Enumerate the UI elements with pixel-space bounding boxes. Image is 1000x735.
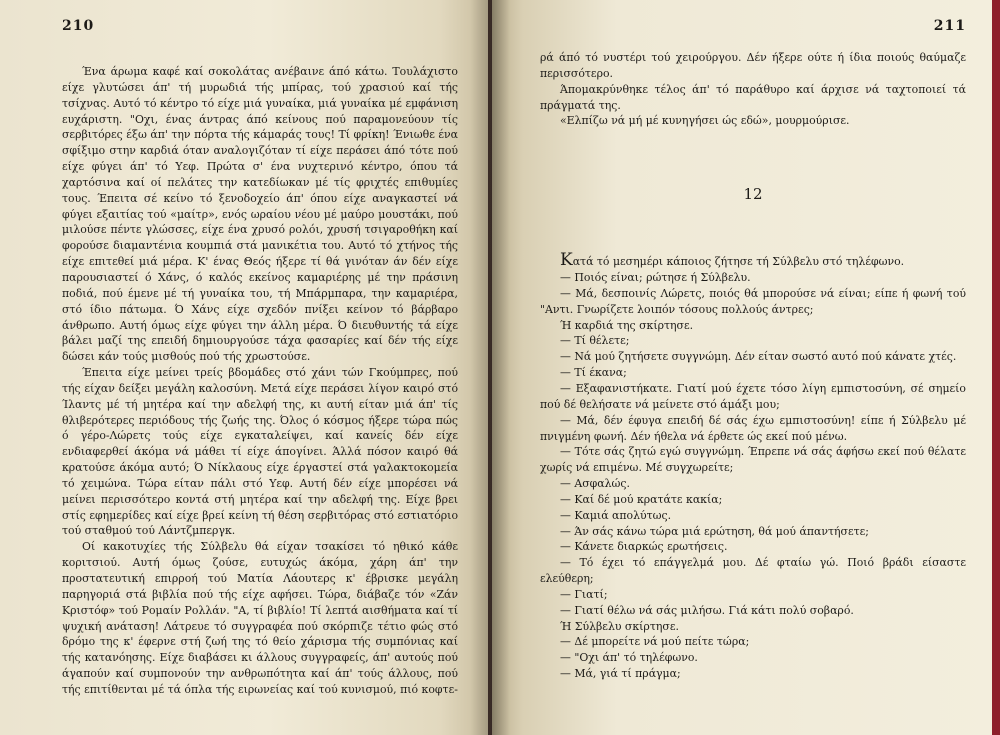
dialogue-line: — Γιατί θέλω νά σάς μιλήσω. Γιά κάτι πολύ σοβαρό. <box>560 603 854 617</box>
paragraph <box>540 250 966 271</box>
dialogue-line: Ή καρδιά της σκίρτησε. <box>560 318 694 332</box>
page-number: 211 <box>933 18 966 34</box>
right-page <box>492 0 992 735</box>
dialogue-line: — Τί θέλετε; <box>560 334 630 348</box>
paragraph: «Ελπίζω νά μή μέ κυνηγήσει ώς εδώ», μουρμούρισε. <box>560 114 850 128</box>
paragraph: Οί κακοτυχίες τής Σύλβελυ θά είχαν τσακίσει τό ηθικό κάθε κοριτσιού. Αυτή όμως ζούσε, ευτυχώς άκόμα, χάρη άπ' την προστατευτική επιρροή τού Ματία Λάουτερς κ' έβρισκε μεγάλη παρηγοριά στά βιβλία πού τής είχε αφήσει. Τώρα, διάβαζε τόν «Ζάν Κριστόφ» τού Ρομαίν Ρολλάν. "Α, τί βιβλίο! Τί λεπτά αισθήματα καί τί ψυχική ανάταση! Λάτρευε τό συγγραφέα πού σκόρπιζε τέτιο φώς στό δρόμο της κ' έφερνε στή ζωή της τό θείο χάρισμα τής συμπόνιας καί τής κατανόησης. Είχε διαβάσει κι άλλους συγγραφείς, άπ' αυτούς πού άγαπούν καί συμπονούν την ανθρωπότητα καί άπ' τούς άλλους, πού τής επιτίθενται μέ τά όπλα τής ειρωνείας καί τού κυνισμού, πιό κοφτε- <box>62 540 458 696</box>
left-page <box>0 0 488 735</box>
page-number: 210 <box>62 18 95 34</box>
dialogue-line: Ή Σύλβελυ σκίρτησε. <box>560 619 679 633</box>
paragraph: Άπομακρύνθηκε τέλος άπ' τό παράθυρο καί άρχισε νά ταχτοποιεί τά πράγματά της. <box>540 82 966 112</box>
right-page-text <box>540 50 966 682</box>
paragraph: ρά άπό τό νυστέρι τού χειρούργου. Δέν ήξερε ούτε ή ίδια ποιούς θαύμαζε περισσότερο. <box>540 51 966 80</box>
paragraph-text: ατά τό μεσημέρι κάποιος ζήτησε τή Σύλβελυ στό τηλέφωνο. <box>572 255 905 269</box>
dialogue-line: — Ποιός είναι; ρώτησε ή Σύλβελυ. <box>560 271 751 285</box>
drop-cap: Κ <box>560 250 573 271</box>
dialogue-line: — Τότε σάς ζητώ εγώ συγγνώμη. Έπρεπε νά σάς άφήσω εκεί πού θέλατε χωρίς νά επιμένω. Μέ συγχωρείτε; <box>540 445 966 475</box>
dialogue-line: — Τί έκανα; <box>560 366 627 380</box>
paragraph: Έπειτα είχε μείνει τρείς βδομάδες στό χάνι τών Γκούμπρες, πού τής είχαν δείξει μεγάλη καλοσύνη. Μετά είχε περάσει λίγον καιρό στό Ίλαντς μέ τή μητέρα καί την αδελφή της, κι αυτή είταν μιά άπ' τίς θλιβερότερες περιόδους τής ζωής της. Όλος ό κόσμος ήξερε τώρα πώς ό γέρο-Λώρετς τούς είχε εγκαταλείψει, καί κανείς δέν είχε ενδιαφερθεί άκόμα νά μάθει τί είχε άπογίνει. Άλλά πόσον καιρό θά κρατούσε άκόμα αυτό; Ό Νίκλαους είχε έργαστεί στά γαλακτοκομεία τό χειμώνα. Τώρα είταν πάλι στό Υεφ. Αυτή δέν είχε μπορέσει νά μείνει περισσότερο κοντά στή μητέρα καί την αδελφή της. Είχε βρει στίς εφημερίδες καί είχε βρεί κείνη τή θέση σερβιτόρας στό εστιατόριο τού σταθμού τού Λάντζμπεργκ. <box>62 366 458 538</box>
dialogue-line: — Καί δέ μού κρατάτε κακία; <box>560 492 723 506</box>
dialogue-line: — Δέ μπορείτε νά μού πείτε τώρα; <box>560 635 750 649</box>
dialogue-line: — Τό έχει τό επάγγελμά μου. Δέ φταίω γώ. Ποιό βράδι είσαστε ελεύθερη; <box>540 556 966 586</box>
dialogue-line: — Μά, δέν έφυγα επειδή δέ σάς έχω εμπιστοσύνη! είπε ή Σύλβελυ μέ πνιγμένη φωνή. Δέν ήθελα νά έρθετε ώς εκεί πού μένω. <box>540 413 966 443</box>
dialogue-line: — Μά, γιά τί πράγμα; <box>560 667 681 681</box>
dialogue-line: — Νά μού ζητήσετε συγγνώμη. Δέν είταν σωστό αυτό πού κάνατε χτές. <box>560 350 957 364</box>
left-page-text <box>62 64 458 698</box>
dialogue-line: — Εξαφανιστήκατε. Γιατί μού έχετε τόσο λίγη εμπιστοσύνη, σέ σημείο πού δέ θελήσατε νά μείνετε στό άμάξι μου; <box>540 381 966 411</box>
dialogue-line: — "Οχι άπ' τό τηλέφωνο. <box>560 651 698 665</box>
book-cover-edge <box>992 0 1000 735</box>
dialogue-line: — Γιατί; <box>560 587 608 601</box>
dialogue-line: — Ασφαλώς. <box>560 477 630 491</box>
dialogue-line: — Καμιά απολύτως. <box>560 508 672 522</box>
dialogue-line: — Μά, δεσποινίς Λώρετς, ποιός θά μπορούσε νά είναι; είπε ή φωνή τού "Αντι. Γνωρίζετε λοιπόν τόσους πολλούς άντρες; <box>540 286 966 316</box>
dialogue-line: — Κάνετε διαρκώς ερωτήσεις. <box>560 540 728 554</box>
paragraph: Ένα άρωμα καφέ καί σοκολάτας ανέβαινε άπό κάτω. Τουλάχιστο είχε γλυτώσει άπ' τή μυρωδιά τής μπίρας, τού χρασιού καί τής τσίχνας. Αυτό τό κέντρο τό είχε μιά γυναίκα, μιά γυναίκα μέ εμφάνιση ευχάριστη. "Οχι, ένας άντρας άπό κείνους πού παραμονεύουν τίς σερβιτόρες έξω άπ' την πόρτα τής κάμαράς τους! Τί φρίκη! Ένιωθε ένα σφίξιμο στην καρδιά όταν αναλογιζόταν τί είχε περάσει άπό τότε πού είχε φύγει άπ' τό Υεφ. Πρώτα σ' ένα νυχτερινό κέντρο, όπου τά χαρτόσινα καί οί πελάτες την κατεδίωκαν μέ τίς φριχτές επιθυμίες τους. Έπειτα σέ κείνο τό ξενοδοχείο άπ' όπου είχε αναγκαστεί νά φύγει εξαιτίας τού «μαίτρ», ενός ωραίου νέου μέ μαύρο μουστάκι, πού μιλούσε πέντε γλώσσες, είχε ένα χρυσό ρολόι, χρυσή τσιγαροθήκη καί φορούσε διαμαντένια κουμπιά στά μανικέτια του. Αυτό τό χτήνος τής είχε επιτεθεί μιά μέρα. Κ' ένας Θεός ήξερε τί θά γινόταν άν δέν είχε παρουσιαστεί ό Χάνς, ό καλός εκείνος καμαριέρης μέ την πράσινη ποδιά, πού έμενε μέ τή γυναίκα του, τή Μπάρμπαρα, την καμαριέρα, στό ίδιο πάτωμα. Ό Χάνς είχε σχεδόν πνίξει κείνον τό βάρβαρο άνθρωπο. Αυτή όμως είχε φύγει την άλλη μέρα. Ό διευθυντής τά είχε βάλει μαζί της επειδή δημιουργούσε τάχα φασαρίες καί δέν τής είχε δώσει κάν τούς μισθούς πού τής χρωστούσε. <box>62 65 458 364</box>
dialogue-line: — Άν σάς κάνω τώρα μιά ερώτηση, θά μού άπαντήσετε; <box>560 524 869 538</box>
chapter-number: 12 <box>743 185 763 204</box>
